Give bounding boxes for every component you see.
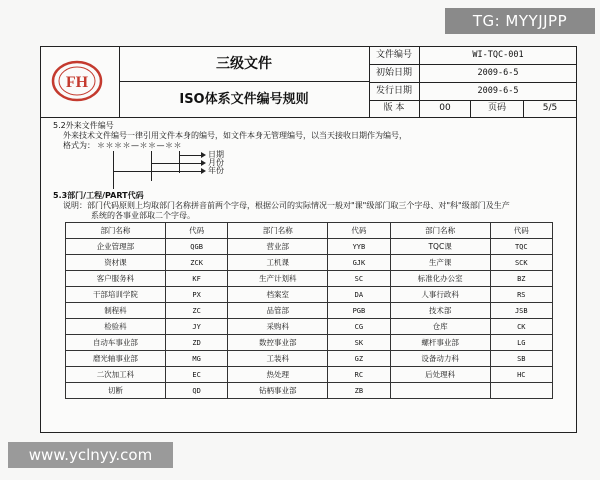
department-code-cell: CG (328, 319, 390, 335)
department-code-cell: HC (490, 367, 552, 383)
meta-issue-date (369, 83, 576, 101)
table-row (66, 303, 553, 319)
table-row (66, 271, 553, 287)
connector-month (151, 151, 152, 181)
issue-date-label: 发行日期 (369, 83, 420, 100)
department-code-cell: CK (490, 319, 552, 335)
document-title: ISO体系文件编号规则 (179, 92, 309, 107)
table-row (66, 351, 553, 367)
department-code-cell: TQC (490, 239, 552, 255)
watermark-bottom: www.yclnyy.com (8, 442, 173, 468)
page-label: 页码 (471, 100, 524, 117)
format-day-label: 日期 (208, 150, 224, 159)
department-code-cell: GJK (328, 255, 390, 271)
department-code-cell: YYB (328, 239, 390, 255)
department-name-cell: 营业部 (228, 239, 328, 255)
department-name-cell: 资材课 (66, 255, 166, 271)
department-code-cell: RC (328, 367, 390, 383)
department-code-cell: PGB (328, 303, 390, 319)
table-row (66, 319, 553, 335)
department-name-cell: 工机课 (228, 255, 328, 271)
watermark-top: TG: MYYJJPP (445, 8, 595, 34)
department-name-cell: 客户服务科 (66, 271, 166, 287)
department-name-cell: 仓库 (390, 319, 490, 335)
department-code-cell: ZC (165, 303, 227, 319)
format-label: 格式为： (63, 141, 95, 150)
department-name-cell: 生产课 (390, 255, 490, 271)
connector-year (113, 151, 114, 189)
column-header: 部门名称 (390, 223, 490, 239)
table-row (66, 383, 553, 399)
department-name-cell: 后处理科 (390, 367, 490, 383)
department-code-cell: JSB (490, 303, 552, 319)
department-code-cell: DA (328, 287, 390, 303)
department-name-cell: 磨光轴事业部 (66, 351, 166, 367)
logo-text: FH (65, 74, 89, 91)
department-code-cell: QD (165, 383, 227, 399)
department-code-table (65, 222, 553, 399)
department-name-cell: 品管部 (228, 303, 328, 319)
department-code-cell: SC (328, 271, 390, 287)
department-code-cell: SK (328, 335, 390, 351)
department-code-cell: LG (490, 335, 552, 351)
department-code-cell: RS (490, 287, 552, 303)
department-code-cell: ZB (328, 383, 390, 399)
department-name-cell: 标准化办公室 (390, 271, 490, 287)
department-name-cell: 制程科 (66, 303, 166, 319)
column-header: 部门名称 (228, 223, 328, 239)
department-name-cell: 钻柄事业部 (228, 383, 328, 399)
arrow-month-icon (201, 160, 206, 166)
department-name-cell: 工装科 (228, 351, 328, 367)
document-meta (369, 47, 576, 117)
department-name-cell: 热处理 (228, 367, 328, 383)
department-name-cell: 技术部 (390, 303, 490, 319)
column-header: 代码 (328, 223, 390, 239)
department-name-cell: 切断 (66, 383, 166, 399)
department-name-cell: 二次加工科 (66, 367, 166, 383)
document-level-title: 三级文件 (119, 47, 369, 82)
table-row (66, 239, 553, 255)
issue-date-value: 2009-6-5 (477, 86, 519, 96)
department-code-cell: EC (165, 367, 227, 383)
department-code-cell: ZD (165, 335, 227, 351)
department-code-cell: SCK (490, 255, 552, 271)
department-code-cell: QGB (165, 239, 227, 255)
department-name-cell: 干部培训学院 (66, 287, 166, 303)
connector-year-h (113, 171, 201, 172)
doc-no-label: 文件编号 (369, 47, 420, 64)
department-code-cell: MG (165, 351, 227, 367)
department-name-cell: 螺杆事业部 (390, 335, 490, 351)
department-name-cell: 数控事业部 (228, 335, 328, 351)
logo-cell (41, 47, 120, 117)
format-year-label: 年份 (208, 166, 224, 175)
department-name-cell: 档案室 (228, 287, 328, 303)
department-code-cell: SB (490, 351, 552, 367)
department-code-cell: ZCK (165, 255, 227, 271)
department-name-cell: 自动车事业部 (66, 335, 166, 351)
document-page (40, 46, 577, 433)
department-name-cell (390, 383, 490, 399)
arrow-day-icon (201, 152, 206, 158)
department-name-cell: 采购科 (228, 319, 328, 335)
section-5-2-text: 外来技术文件编号一律引用文件本身的编号，如文件本身无管理编号，以当天接收日期作为编号， (63, 131, 407, 140)
department-name-cell: 检验科 (66, 319, 166, 335)
department-name-cell: 生产计划科 (228, 271, 328, 287)
column-header: 代码 (165, 223, 227, 239)
section-5-2-heading: 5.2外来文件编号 (53, 121, 114, 130)
section-5-3-note-1: 说明：部门代码原则上均取部门名称拼音前两个字母，根据公司的实际情况一般对"课"级部门取三个字母、对"科"级部门及生产 (63, 201, 510, 210)
section-5-3-note-2: 系统的各事业部取二个字母。 (91, 211, 195, 220)
initial-date-label: 初始日期 (369, 65, 420, 82)
table-header-row (66, 223, 553, 239)
department-code-cell: PX (165, 287, 227, 303)
department-code-cell: BZ (490, 271, 552, 287)
version-label: 版 本 (369, 100, 420, 117)
page-value: 5/5 (542, 103, 558, 113)
table-row (66, 255, 553, 271)
column-header: 代码 (490, 223, 552, 239)
connector-month-h (151, 163, 201, 164)
department-name-cell: 企业管理部 (66, 239, 166, 255)
meta-version-page (369, 100, 576, 117)
arrow-year-icon (201, 168, 206, 174)
department-code-cell: GZ (328, 351, 390, 367)
table-row (66, 367, 553, 383)
format-month-label: 月份 (208, 158, 224, 167)
meta-initial-date (369, 65, 576, 83)
section-5-3-heading: 5.3部门/工程/PART代码 (53, 191, 144, 200)
document-header (41, 47, 576, 118)
department-name-cell: TQC课 (390, 239, 490, 255)
table-row (66, 287, 553, 303)
department-code-cell: KF (165, 271, 227, 287)
title-block (119, 47, 370, 117)
connector-day-h (179, 155, 201, 156)
meta-doc-no (369, 47, 576, 65)
department-code-cell: JY (165, 319, 227, 335)
format-pattern: ＊＊＊＊—＊＊—＊＊ (97, 141, 182, 150)
doc-no-value: WI-TQC-001 (472, 50, 524, 60)
department-code-cell (490, 383, 552, 399)
table-row (66, 335, 553, 351)
department-name-cell: 人事行政科 (390, 287, 490, 303)
department-name-cell: 设备动力科 (390, 351, 490, 367)
company-logo (51, 59, 103, 103)
column-header: 部门名称 (66, 223, 166, 239)
version-value: 00 (420, 100, 471, 117)
initial-date-value: 2009-6-5 (477, 68, 519, 78)
